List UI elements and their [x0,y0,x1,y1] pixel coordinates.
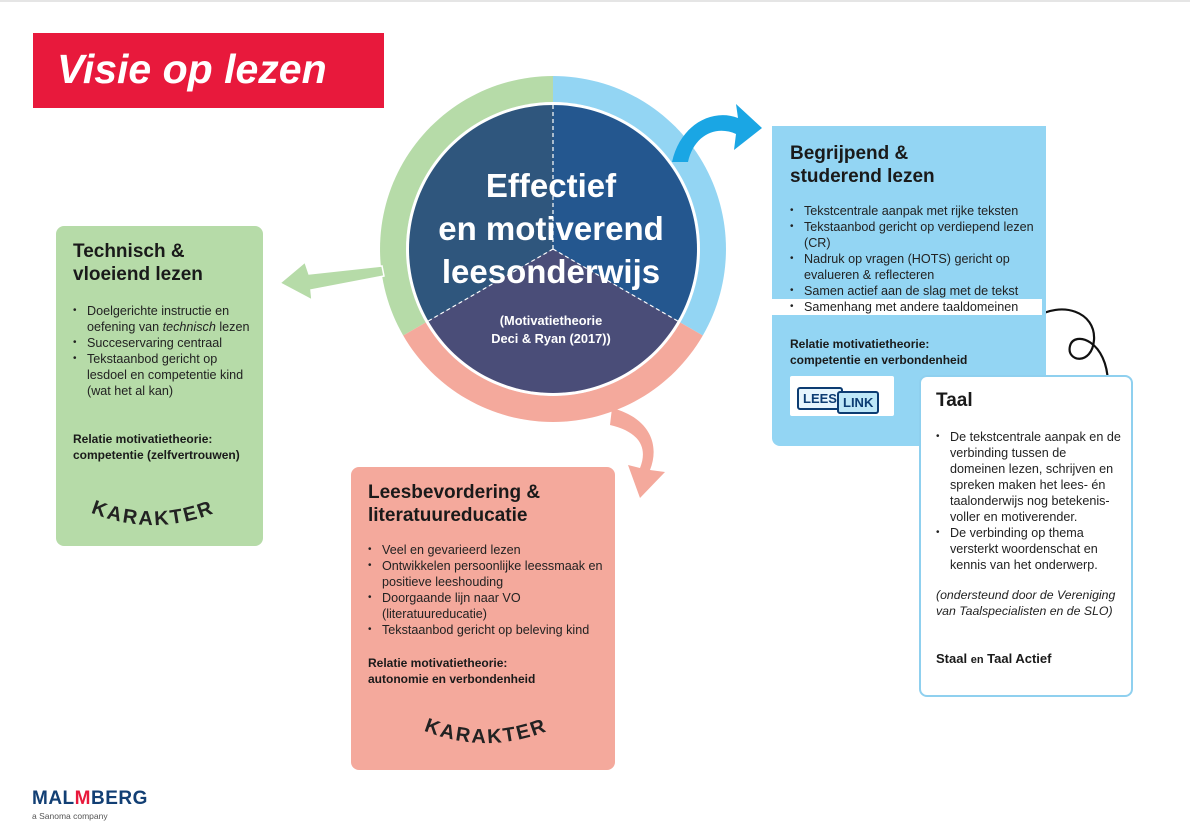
relatie-line: Relatie motivatietheorie: [790,337,930,351]
karakter-logo [68,494,238,542]
karakter-logo [401,712,571,760]
card-taal-bullets [936,429,1121,573]
card-begrijpend-bullets [790,203,1045,315]
card-technisch-bullets [73,303,258,399]
page-title: Visie op lezen [57,46,327,92]
bullet-item: • De tekstcentrale aanpak en de verbinding tussen de domeinen lezen, schrijven en spreken maken het lees- én taalonderwijs nog betekenis-voller en motiverender. [936,429,1121,525]
green-arrow [280,262,384,300]
title-line: Begrijpend & [790,143,909,164]
svg-text:KARAKTER: KARAKTER [88,496,218,531]
center-subtitle [436,312,666,348]
method-name: Staal [936,651,968,666]
card-leesbevordering-title [368,481,608,527]
relatie-line: Relatie motivatietheorie: [368,656,508,670]
taal-methods [936,651,1051,666]
bullet-item: • Ontwikkelen persoonlijke leessmaak en positieve leeshouding [368,558,608,590]
title-line: vloeiend lezen [73,264,203,285]
card-leesbevordering [351,467,615,770]
bullet-item: • Tekstaanbod gericht op lesdoel en competentie kind (wat het al kan) [73,351,258,399]
brand-name: MALMBERG [32,788,148,809]
center-title-line: Effectief [485,167,617,204]
bullet-item: • Tekstcentrale aanpak met rijke teksten [790,203,1045,219]
center-title-line: leesonderwijs [441,253,661,290]
title-line: Technisch & [73,241,185,262]
taal-note: (ondersteund door de Vereniging van Taalspecialisten en de SLO) [936,588,1116,618]
bullet-item: • Veel en gevarieerd lezen [368,542,608,558]
relatie-line: competentie en verbondenheid [790,353,968,367]
bullet-item: • Doelgerichte instructie en oefening van technisch lezen [73,303,258,335]
relatie-line: Relatie motivatietheorie: [73,432,213,446]
leeslink-logo-part: LEES [797,387,843,410]
center-title [411,164,691,293]
bullet-item: • De verbinding op thema versterkt woordenschat en kennis van het onderwerp. [936,525,1121,573]
bullet-item: • Succeservaring centraal [73,335,258,351]
title-line: studerend lezen [790,166,935,187]
card-technisch [56,226,263,546]
bullet-item: • Tekstaanbod gericht op beleving kind [368,622,608,638]
method-name: Taal Actief [987,651,1052,666]
card-begrijpend-title [790,142,1030,188]
leeslink-logo [790,376,894,416]
relatie-text [73,431,258,463]
bullet-item: • Tekstaanbod gericht op verdiepend lezen (CR) [790,219,1045,251]
relatie-line: competentie (zelfvertrouwen) [73,448,240,462]
brand-subtitle: a Sanoma company [32,811,108,821]
card-technisch-title [73,240,253,286]
svg-text:KARAKTER: KARAKTER [421,714,551,749]
relatie-text [368,655,608,687]
title-line: literatuureducatie [368,505,528,526]
bullet-item-highlighted: • Samenhang met andere taaldomeinen [772,299,1042,315]
bullet-item: • Doorgaande lijn naar VO (literatuureducatie) [368,590,608,622]
card-leesbevordering-bullets [368,542,608,638]
malmberg-logo [32,788,148,821]
center-subtitle-line: Deci & Ryan (2017)) [491,331,611,346]
relatie-text [790,336,1030,368]
center-subtitle-line: (Motivatietheorie [499,313,603,328]
card-taal [919,375,1133,697]
center-title-line: en motiverend [438,210,664,247]
leeslink-logo-part: LINK [837,391,879,414]
title-line: Leesbevordering & [368,482,541,503]
blue-arrow [672,104,762,162]
method-connector: en [970,654,984,666]
bullet-item: • Samen actief aan de slag met de tekst [790,283,1045,299]
card-taal-title: Taal [936,390,973,411]
bullet-item: • Nadruk op vragen (HOTS) gericht op evalueren & reflecteren [790,251,1045,283]
salmon-arrow [610,408,665,498]
relatie-line: autonomie en verbondenheid [368,672,536,686]
